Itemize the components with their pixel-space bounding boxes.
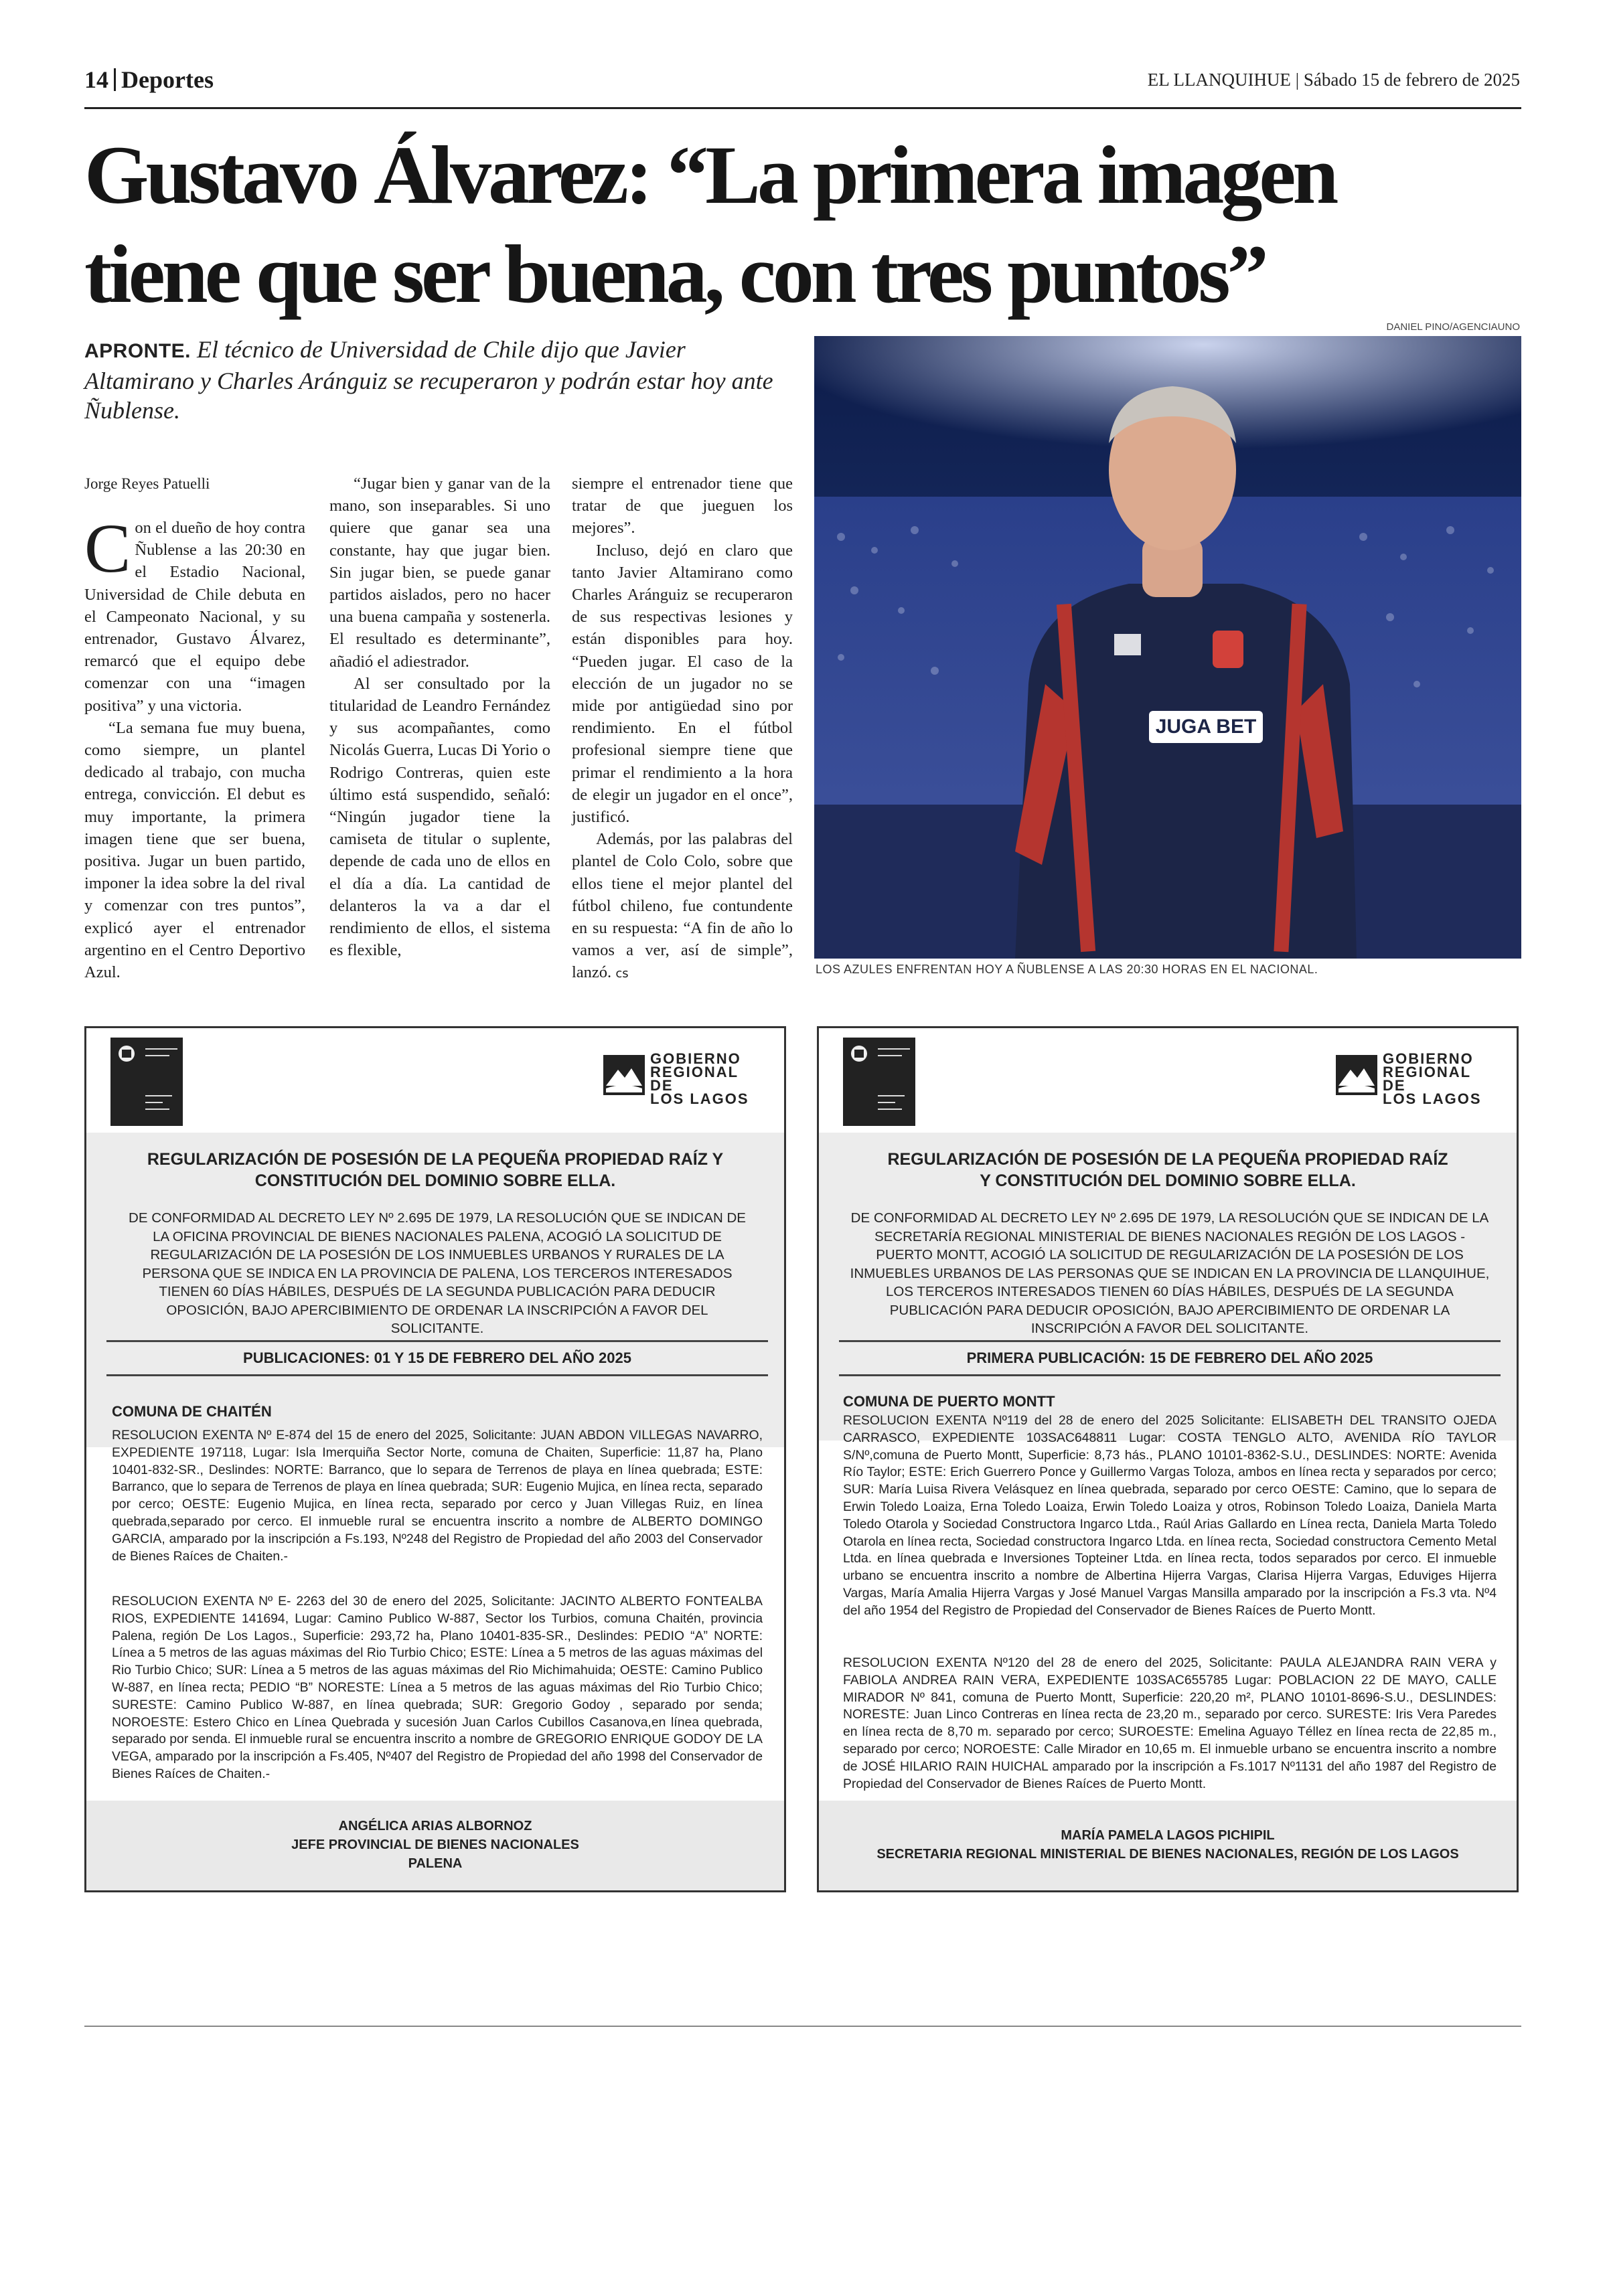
article-column-2 [329, 473, 550, 961]
article-paragraph: Con el dueño de hoy contra Ñublense a las 20:30 en el Estadio Nacional, Universidad de Chile debuta en el Campeonato Nacional, y su entrenador, Gustavo Álvarez, remarcó que el equipo debe comenzar con una “imagen positiva” y una victoria. [84, 510, 305, 715]
issue-date: Sábado 15 de febrero de 2025 [1303, 70, 1520, 90]
notice-intro: DE CONFORMIDAD AL DECRETO LEY Nº 2.695 DE 1979, LA RESOLUCIÓN QUE SE INDICAN DE LA OFICINA PROVINCIAL DE BIENES NACIONALES PALENA, ACOGIÓ LA SOLICITUD DE REGULARIZACIÓN DE LA POSESIÓN DE LOS INMUEBLES URBANOS Y RURALES DE LA PERSONA QUE SE INDICA EN LA PROVINCIA DE PALENA, LOS TERCEROS INTERESADOS TIENEN 60 DÍAS HÁBILES, DESPUÉS DE LA SEGUNDA PUBLICACIÓN PARA DEDUCIR OPOSICIÓN, BAJO APERCIBIMIENTO DE ORDENAR LA INSCRIPCIÓN A FAVOR DEL SOLICITANTE. [129, 1210, 746, 1336]
notice-resolution: RESOLUCION EXENTA Nº119 del 28 de enero del 2025 Solicitante: ELISABETH DEL TRANSITO OJEDA CARRASCO, EXPEDIENTE 103SAC648811 Lugar: COSTA TENGLO ALTO, AVENIDA RÍO TAYLOR S/Nº,comuna de Puerto Montt, Superficie: 8,73 hás., PLANO 10101-8362-S.U., DESLINDES: NORTE: Avenida Río Taylor; ESTE: Erich Guerrero Ponce y Guillermo Vargas Toloza, ambos en línea recta y separados por cerco; SUR: María Luisa Rivera Velásquez en línea quebrada, separado por cerco OESTE: Camino, que lo separa de Erwin Toledo Loaiza, Erna Toledo Loaiza, Erwin Toledo Loaiza y otros, Robinson Toledo Loaiza, Daniela Marta Toledo Otarola y Sociedad Constructora Ingarco Ltda., Raúl Arias Gallardo en Línea recta, Daniela Marta Toledo Otarola en línea recta, Sociedad constructora Ingarco Ltda. en línea recta, Sociedad constructora Cemento Metal Ltda. en línea quebrada e Inversiones Topteiner Ltda. en línea recta, todos separados por cerco. El inmueble urbano se encuentra inscrito a nombre de Albertina Hijerra Vargas, Clarisa Hijerra Vargas, Eduviges Hijerra Vargas, María Amalia Hijerra Vargas y José Manuel Vargas Mansilla amparado por la inscripción a Fs.3 vta. Nº4 del año 1954 del Registro de Propiedad del Conservador de Bienes Raíces de Puerto Montt. [843, 1413, 1497, 1618]
header-separator [114, 68, 116, 91]
lead-text: El técnico de Universidad de Chile dijo que Javier Altamirano y Charles Aránguiz se recuperaron y podrán estar hoy ante Ñublense. [84, 336, 773, 424]
notice-publication-dates: PRIMERA PUBLICACIÓN: 15 DE FEBRERO DEL AÑO 2025 [839, 1340, 1501, 1376]
article-paragraph: Incluso, dejó en claro que tanto Javier Altamirano como Charles Aránguiz se recuperaron de sus respectivas lesiones y están disponibles para hoy. “Pueden jugar. El caso de la elección de un jugador no se mide por antigüedad sino por rendimiento. En el fútbol profesional siempre tiene que primar el rendimiento a la hora de elegir un jugador en el once”, justificó. [572, 541, 793, 827]
section-name: Deportes [121, 66, 214, 93]
notice-signature: MARÍA PAMELA LAGOS PICHIPIL SECRETARIA REGIONAL MINISTERIAL DE BIENES NACIONALES, REGIÓN DE LOS LAGOS [876, 1828, 1459, 1862]
notice-signature: ANGÉLICA ARIAS ALBORNOZ JEFE PROVINCIAL DE BIENES NACIONALES PALENA [291, 1819, 579, 1871]
notice-footer [86, 1801, 784, 1890]
notice-resolution: RESOLUCION EXENTA Nº E- 2263 del 30 de enero del 2025, Solicitante: JACINTO ALBERTO FONTEALBA RIOS, EXPEDIENTE 141694, Lugar: Camino Publico W-887, Sector los Turbios, comuna Chaitén, provincia Palena, región De Los Lagos., Superficie: 293,72 ha, Plano 10401-835-SR., Deslindes: PEDIO “A” NORTE: Línea a 5 metros de las aguas máximas del Rio Turbio Chico; ESTE: Línea a 5 metros de las aguas máximas del Rio Turbio Chico; SUR: Línea a 5 metros de las aguas máximas del Rio Michimahuida; OESTE: Camino Publico W-887, en línea recta; PEDIO “B” NORESTE: Línea a 5 metros de las aguas máximas del Rio Turbio Chico; SURESTE: Camino Publico W-887, en línea quebrada; SUR: Gregorio Godoy , separado por senda; NOROESTE: Estero Chico en Línea Quebrada y sucesión Juan Carlos Cubillos Casanova,en línea quebrada, separado por senda. El inmueble rural se encuentra inscrito a nombre de GREGORIO ENRIQUE GODOY DE LA VEGA, amparado por la inscripción a Fs.405, Nº407 del Registro de Propiedad del año 1998 del Conservador de Bienes Raíces de Chaiten.- [112, 1594, 763, 1781]
coat-of-arms-icon [848, 1043, 870, 1064]
gobierno-logo-text: GOBIERNO REGIONAL DE LOS LAGOS [650, 1050, 749, 1107]
photo-caption: LOS AZULES ENFRENTAN HOY A ÑUBLENSE A LAS 20:30 HORAS EN EL NACIONAL. [816, 963, 1318, 976]
header-rule [84, 107, 1521, 109]
headline [84, 126, 1537, 324]
page-header-left [84, 66, 214, 94]
article-paragraph: “Jugar bien y ganar van de la mano, son inseparables. Si uno quiere que ganar sea una constante, hay que jugar bien. Sin jugar bien, se puede ganar partidos aislados, pero no hacer una buena campaña y sostenerla. El resultado es determinante”, añadió el adiestrador. [329, 475, 550, 671]
notice-intro: DE CONFORMIDAD AL DECRETO LEY Nº 2.695 DE 1979, LA RESOLUCIÓN QUE SE INDICAN DE LA SECRETARÍA REGIONAL MINISTERIAL DE BIENES NACIONALES REGIÓN DE LOS LAGOS - PUERTO MONTT, ACOGIÓ LA SOLICITUD DE REGULARIZACIÓN DE LA POSESIÓN DE LOS INMUEBLES URBANOS DE LAS PERSONAS QUE SE INDICAN EN LA PROVINCIA DE LLANQUIHUE, LOS TERCEROS INTERESADOS TIENEN 60 DÍAS HÁBILES, DESPUÉS DE LA SEGUNDA PUBLICACIÓN PARA DEDUCIR OPOSICIÓN, BAJO APERCIBIMIENTO DE ORDENAR LA INSCRIPCIÓN A FAVOR DEL SOLICITANTE. [850, 1210, 1490, 1336]
headline-line-2: tiene que ser buena, con tres puntos” [84, 228, 1266, 320]
notice-title: REGULARIZACIÓN DE POSESIÓN DE LA PEQUEÑA PROPIEDAD RAÍZ Y CONSTITUCIÓN DEL DOMINIO SOBRE ELLA. [887, 1150, 1448, 1190]
seremi-seal-icon [110, 1038, 183, 1126]
notice-resolution: RESOLUCION EXENTA Nº E-874 del 15 de enero del 2025, Solicitante: JUAN ABDON VILLEGAS NAVARRO, EXPEDIENTE 197118, Lugar: Isla Imerquiña Sector Norte, comuna de Chaiten, Superficie: 11,87 ha, Plano 10401-832-SR., Deslindes: NORTE: Barranco, que lo separa de Terrenos de playa en línea quebrada; ESTE: Barranco, que lo separa de Terrenos de playa en línea quebrada; SUR: Eugenio Mujica, en línea recta, separado por cerco; OESTE: Eugenio Mujica, en línea recta, separado por cerco y Juan Villegas Ruiz, en línea quebrada,separado por cerco. El inmueble rural se encuentra inscrito a nombre de ALBERTO DOMINGO GARCIA, amparado por la inscripción a Fs.193, Nº248 del Registro de Propiedad del año 2003 del Conservador de Bienes Raíces de Chaiten.- [112, 1428, 763, 1564]
notice-publication-dates: PUBLICACIONES: 01 Y 15 DE FEBRERO DEL AÑO 2025 [106, 1340, 768, 1376]
gobierno-logo-text: GOBIERNO REGIONAL DE LOS LAGOS [1383, 1050, 1482, 1107]
article-paragraph: Además, por las palabras del plantel de Colo Colo, sobre que ellos tiene el mejor plantel del fútbol chileno, fue contundente en su respuesta: “A fin de año lo vamos a ver, así de simple”, lanzó. cs [572, 830, 793, 982]
coat-of-arms-icon [116, 1043, 137, 1064]
end-mark-icon: cs [615, 967, 629, 981]
masthead-name: EL LLANQUIHUE [1147, 70, 1291, 90]
gobierno-regional-logo [603, 1050, 760, 1107]
bottom-rule [84, 2026, 1521, 2027]
masthead-separator: | [1290, 70, 1304, 90]
lead-kicker: APRONTE. [84, 340, 192, 362]
notice-comuna: COMUNA DE CHAITÉN [112, 1403, 272, 1420]
byline: Jorge Reyes Patuelli [84, 475, 210, 492]
mountain-logo-icon [1336, 1055, 1377, 1095]
article-paragraph: siempre el entrenador tiene que tratar de que jueguen los mejores”. [572, 475, 793, 538]
notice-resolution: RESOLUCION EXENTA Nº120 del 28 de enero del 2025, Solicitante: PAULA ALEJANDRA RAIN VERA y FABIOLA ANDREA RAIN VERA, EXPEDIENTE 103SAC655785 Lugar: POBLACION 22 DE MAYO, CALLE MIRADOR Nº 841, comuna de Puerto Montt, Superficie: 220,20 m², PLANO 10101-8696-S.U., DESLINDES: NORESTE: Juan Linco Contreras en línea recta de 23,20 m., separado por cerco. SURESTE: Iris Vera Paredes en línea recta de 8,70 m. separado por cerco; SUROESTE: Emelina Aguayo Téllez en línea recta de 22,85 m., separado por cerco; NOROESTE: Calle Mirador en 10,65 m. El inmueble urbano se encuentra inscrito a nombre de JOSÉ HILARIO RAIN HUICHAL amparado por la inscripción a Fs.1017 Nº1131 del año 1987 del Registro de Propiedad del Conservador de Bienes Raíces de Puerto Montt. [843, 1655, 1497, 1791]
notice-comuna: COMUNA DE PUERTO MONTT [843, 1393, 1055, 1410]
article-paragraph: Al ser consultado por la titularidad de Leandro Fernández y sus acompañantes, como Nicolás Guerra, Lucas Di Yorio o Rodrigo Contreras, quien este último está suspendido, señaló: “Ningún jugador tiene la camiseta de titular o suplente, depende de cada uno de ellos en el día a día. La cantidad de delanteros la va a dar el rendimiento de ellos, el sistema es flexible, [329, 674, 550, 960]
legal-notice-palena [84, 1026, 786, 1892]
lead-paragraph [84, 335, 794, 425]
notice-footer [819, 1801, 1517, 1890]
article-column-3 [572, 473, 793, 985]
legal-notice-puerto-montt [817, 1026, 1519, 1892]
photo-credit: DANIEL PINO/AGENCIAUNO [1386, 321, 1520, 333]
article-column-1 [84, 510, 305, 983]
sponsor-logo: JUGA BET [1155, 716, 1257, 738]
article-paragraph: “La semana fue muy buena, como siempre, un plantel dedicado al trabajo, con mucha entrega, convicción. El debut es muy importante, la primera imagen tiene que ser buena, positiva. Jugar un buen partido, imponer la idea sobre la del rival y comenzar con tres puntos”, explicó ayer el entrenador argentino en el Centro Deportivo Azul. [84, 718, 305, 982]
page-number: 14 [84, 66, 108, 93]
notice-header [819, 1028, 1517, 1133]
notice-header [86, 1028, 784, 1133]
drop-cap: C [84, 510, 131, 587]
page-header-right [1148, 70, 1520, 90]
article-photo [814, 336, 1521, 959]
seremi-seal-icon [843, 1038, 915, 1126]
notice-title: REGULARIZACIÓN DE POSESIÓN DE LA PEQUEÑA PROPIEDAD RAÍZ Y CONSTITUCIÓN DEL DOMINIO SOBRE ELLA. [147, 1150, 724, 1190]
headline-line-1: Gustavo Álvarez: “La primera imagen [84, 129, 1336, 221]
mountain-logo-icon [603, 1055, 645, 1095]
coach-photo-illustration [814, 336, 1521, 959]
gobierno-regional-logo [1336, 1050, 1493, 1107]
